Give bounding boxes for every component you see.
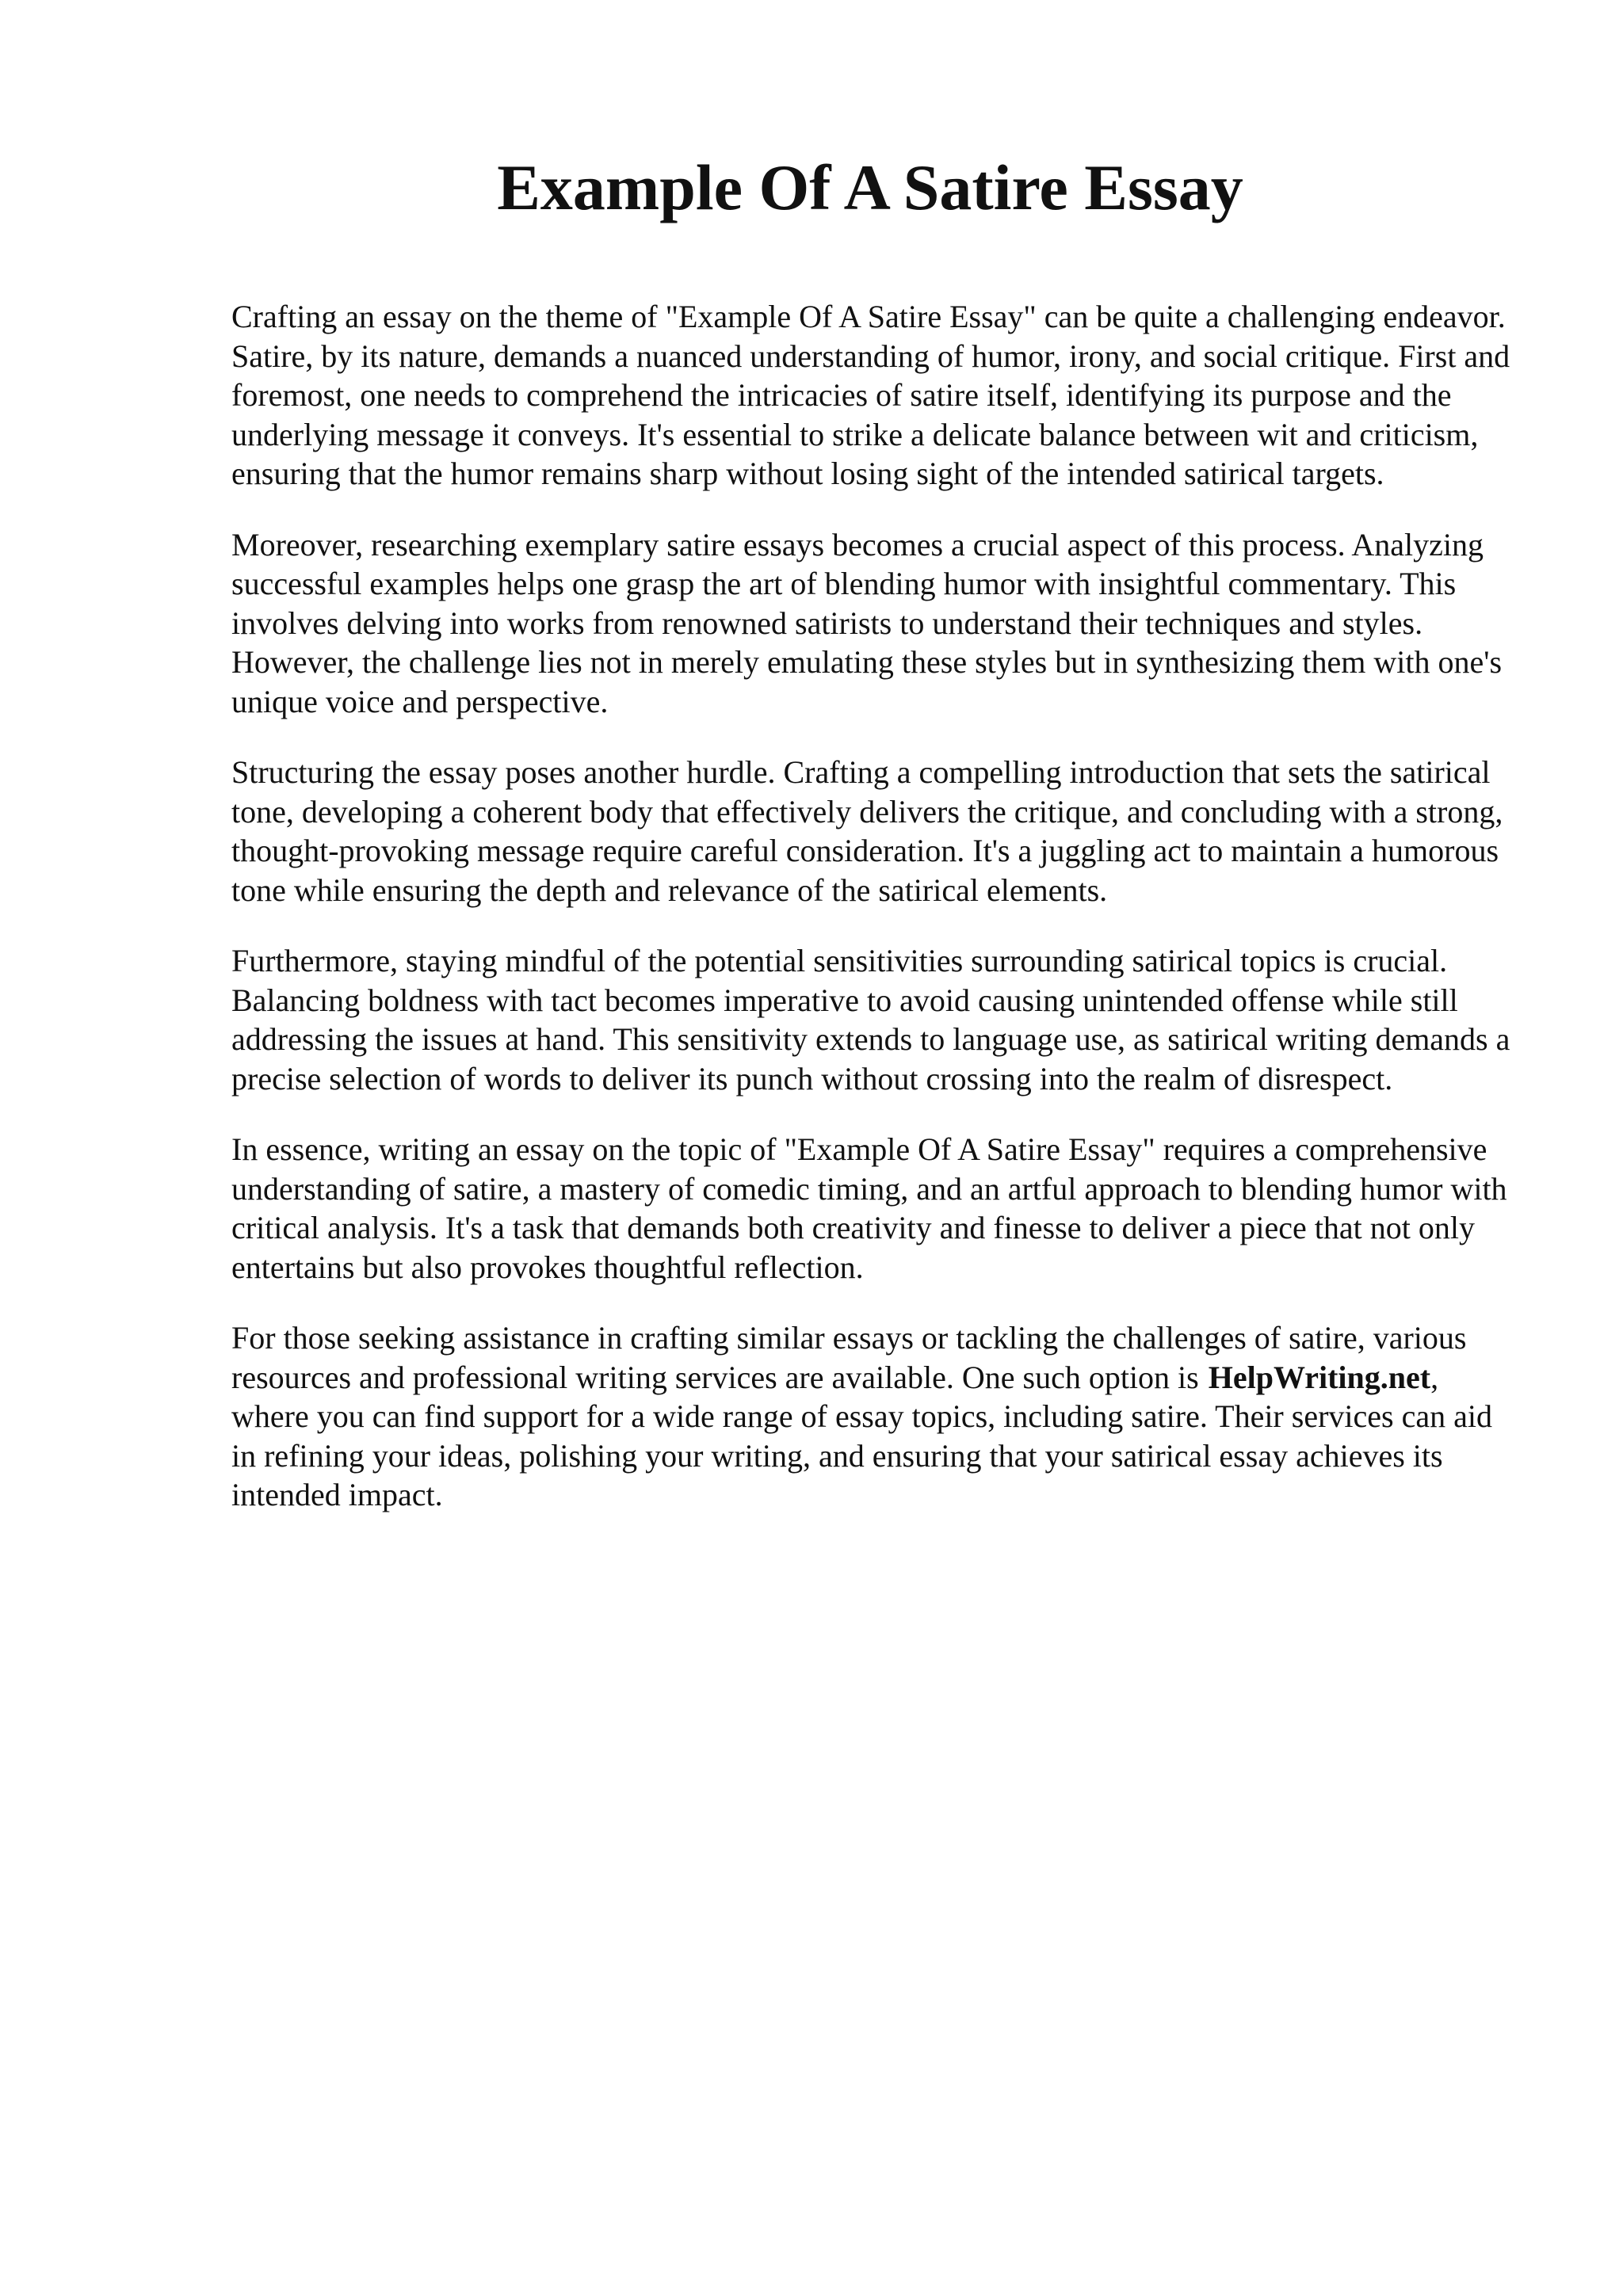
page-title: Example Of A Satire Essay bbox=[497, 151, 1243, 223]
paragraph-5: In essence, writing an essay on the topic of "Example Of A Satire Essay" requires a comprehensive understanding of satire, a mastery of comedic timing, and an artful approach to blending humor with critical analysis. It's a task that demands both creativity and finesse to deliver a piece that not only entertains but also provokes thoughtful reflection. bbox=[231, 1131, 1507, 1285]
paragraph-1: Crafting an essay on the theme of "Example Of A Satire Essay" can be quite a challenging endeavor. Satire, by its nature, demands a nuanced understanding of humor, irony, and social critique. First and foremost, one needs to comprehend the intricacies of satire itself, identifying its purpose and the underlying message it conveys. It's essential to strike a delicate balance between wit and criticism, ensuring that the humor remains sharp without losing sight of the intended satirical targets. bbox=[231, 299, 1510, 491]
paragraph-2: Moreover, researching exemplary satire essays becomes a crucial aspect of this process. Analyzing successful examples helps one grasp the art of blending humor with insightful commentary. This involves delving into works from renowned satirists to understand their techniques and styles. However, the challenge lies not in merely emulating these styles but in synthesizing them with one's unique voice and perspective. bbox=[231, 526, 1503, 719]
paragraph-6-text-after-link: , where you can find support for a wide range of essay topics, including satire. Their services can aid in refining your ideas, polishing your writing, and ensuring that your satirical essay achieves its intended impact. bbox=[231, 1359, 1492, 1512]
paragraph-4: Furthermore, staying mindful of the potential sensitivities surrounding satirical topics is crucial. Balancing boldness with tact becomes imperative to avoid causing unintended offense while still addressing the issues at hand. This sensitivity extends to language use, as satirical writing demands a precise selection of words to deliver its punch without crossing into the realm of disrespect. bbox=[231, 943, 1510, 1097]
helpwriting-link[interactable]: HelpWriting.net bbox=[1208, 1359, 1431, 1395]
paragraph-6 bbox=[231, 1318, 1523, 1515]
essay-body bbox=[231, 297, 1523, 1547]
paragraph-3: Structuring the essay poses another hurdle. Crafting a compelling introduction that sets the satirical tone, developing a coherent body that effectively delivers the critique, and concluding with a strong, thought-provoking message require careful consideration. It's a juggling act to maintain a humorous tone while ensuring the depth and relevance of the satirical elements. bbox=[231, 754, 1503, 908]
paragraph-6-text-before-link: For those seeking assistance in crafting similar essays or tackling the challenges of satire, various resources and professional writing services are available. One such option is bbox=[231, 1320, 1467, 1395]
